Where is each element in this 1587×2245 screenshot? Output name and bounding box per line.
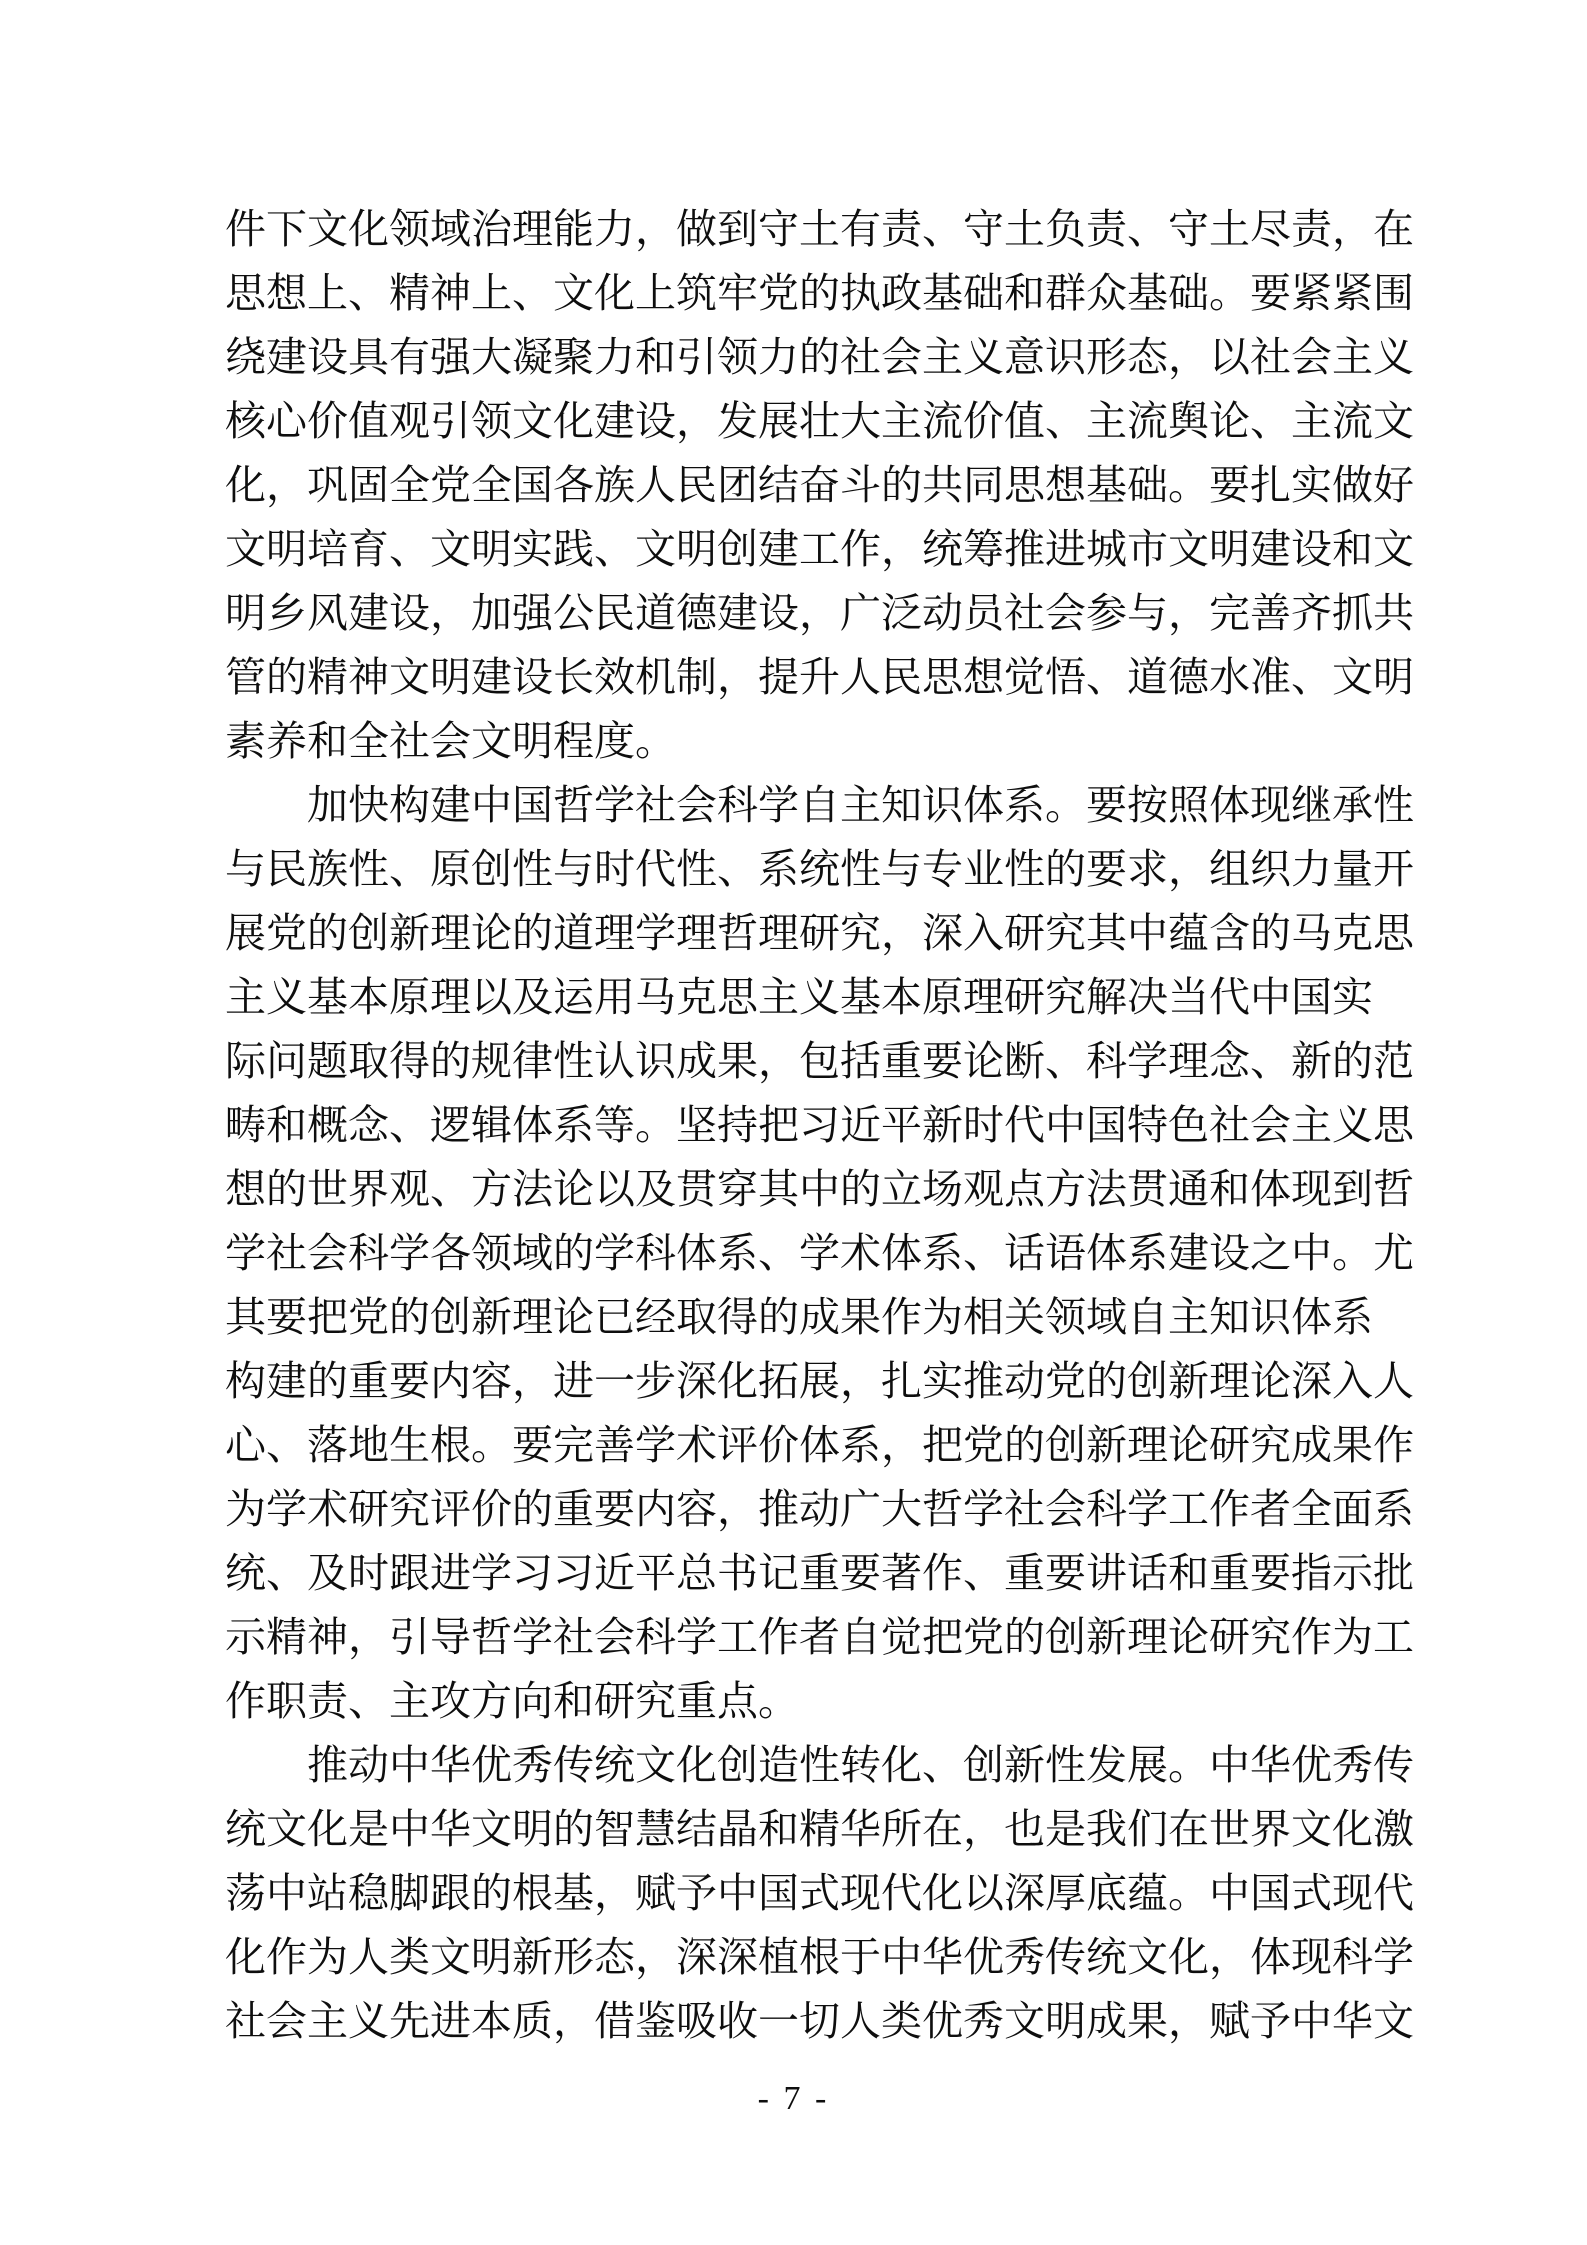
text-line: 加快构建中国哲学社会科学自主知识体系。要按照体现继承性 [307,782,1414,828]
text-line: 明乡风建设，加强公民道德建设，广泛动员社会参与，完善齐抓共 [225,590,1414,636]
text-line: 文明培育、文明实践、文明创建工作，统筹推进城市文明建设和文 [225,526,1414,572]
text-line: 化，巩固全党全国各族人民团结奋斗的共同思想基础。要扎实做好 [225,462,1414,508]
text-line: 学社会科学各领域的学科体系、学术体系、话语体系建设之中。尤 [225,1230,1414,1276]
text-line: 构建的重要内容，进一步深化拓展，扎实推动党的创新理论深入人 [225,1358,1414,1404]
paragraph [225,197,1421,773]
text-line: 化作为人类文明新形态，深深植根于中华优秀传统文化，体现科学 [225,1934,1414,1980]
text-line: 主义基本原理以及运用马克思主义基本原理研究解决当代中国实 [225,974,1373,1020]
text-line: 社会主义先进本质，借鉴吸收一切人类优秀文明成果，赋予中华文 [225,1998,1414,2044]
text-line: 想的世界观、方法论以及贯穿其中的立场观点方法贯通和体现到哲 [225,1166,1414,1212]
paragraph [225,773,1421,1733]
text-line: 统文化是中华文明的智慧结晶和精华所在，也是我们在世界文化激 [225,1806,1414,1852]
text-line: 思想上、精神上、文化上筑牢党的执政基础和群众基础。要紧紧围 [225,270,1414,316]
text-line: 其要把党的创新理论已经取得的成果作为相关领域自主知识体系 [225,1294,1373,1340]
text-line: 示精神，引导哲学社会科学工作者自觉把党的创新理论研究作为工 [225,1614,1414,1660]
text-line: 展党的创新理论的道理学理哲理研究，深入研究其中蕴含的马克思 [225,910,1414,956]
text-line: 统、及时跟进学习习近平总书记重要著作、重要讲话和重要指示批 [225,1550,1414,1596]
paragraph [225,1733,1421,2053]
text-line: 为学术研究评价的重要内容，推动广大哲学社会科学工作者全面系 [225,1486,1414,1532]
text-line: 件下文化领域治理能力，做到守土有责、守土负责、守土尽责，在 [225,206,1414,252]
text-line: 推动中华优秀传统文化创造性转化、创新性发展。中华优秀传 [307,1742,1414,1788]
text-line: 管的精神文明建设长效机制，提升人民思想觉悟、道德水准、文明 [225,654,1414,700]
text-line: 素养和全社会文明程度。 [225,718,676,764]
text-line: 际问题取得的规律性认识成果，包括重要论断、科学理念、新的范 [225,1038,1414,1084]
text-line: 绕建设具有强大凝聚力和引领力的社会主义意识形态，以社会主义 [225,334,1414,380]
document-body [225,197,1421,2053]
text-line: 核心价值观引领文化建设，发展壮大主流价值、主流舆论、主流文 [225,398,1414,444]
text-line: 作职责、主攻方向和研究重点。 [225,1678,799,1724]
text-line: 心、落地生根。要完善学术评价体系，把党的创新理论研究成果作 [225,1422,1414,1468]
page-number: - 7 - [757,2080,830,2117]
text-line: 与民族性、原创性与时代性、系统性与专业性的要求，组织力量开 [225,846,1414,892]
text-line: 荡中站稳脚跟的根基，赋予中国式现代化以深厚底蕴。中国式现代 [225,1870,1414,1916]
text-line: 畴和概念、逻辑体系等。坚持把习近平新时代中国特色社会主义思 [225,1102,1414,1148]
